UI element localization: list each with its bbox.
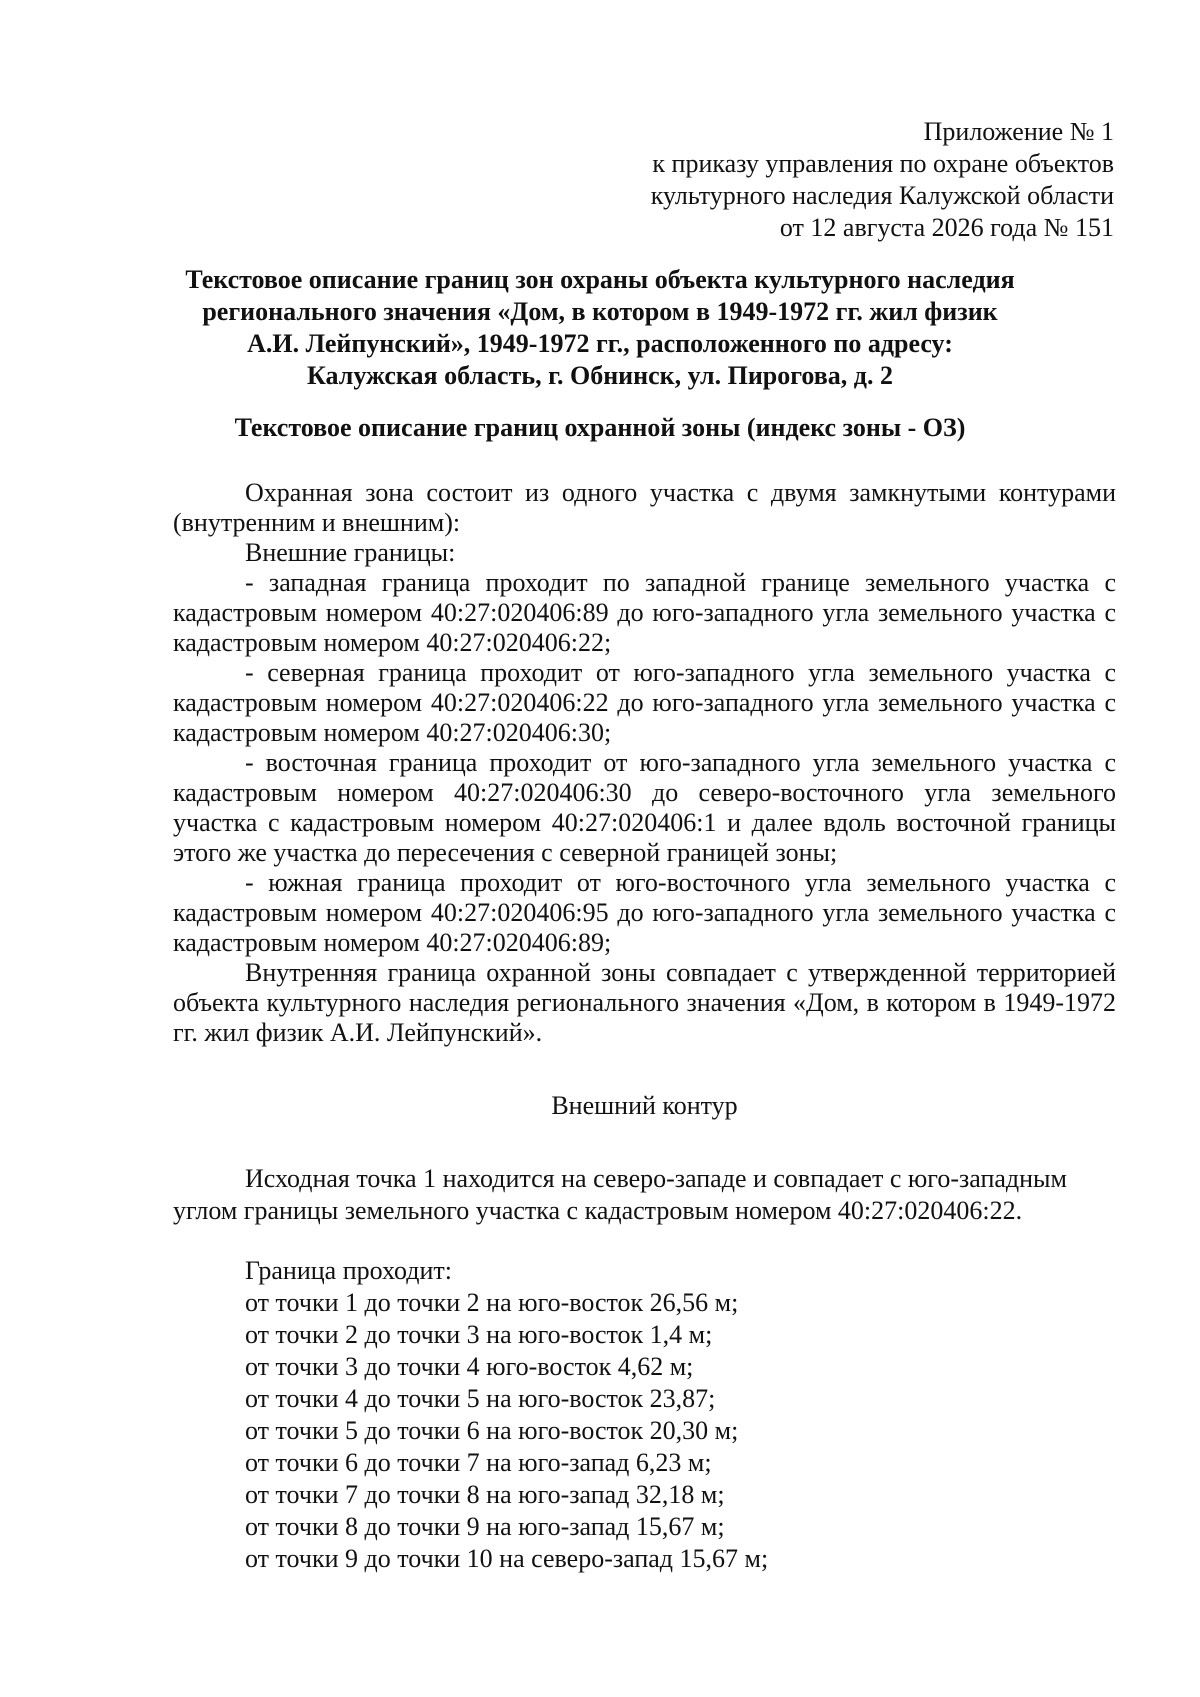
description-body (173, 478, 1116, 1048)
paragraph: - северная граница проходит от юго-западного угла земельного участка с кадастровым номером 40:27:020406:22 до юго-западного угла земельного участка с кадастровым номером 40:27:020406:30; (173, 658, 1116, 747)
paragraph: Охранная зона состоит из одного участка с двумя замкнутыми контурами (внутренним и внешним): (173, 478, 1116, 537)
route-step: от точки 9 до точки 10 на северо-запад 15,67 м; (245, 1544, 769, 1573)
appendix-line: культурного наследия Калужской области (650, 181, 1114, 210)
title-line: А.И. Лейпунский», 1949-1972 гг., расположенного по адресу: (247, 329, 953, 358)
appendix-line: от 12 августа 2026 года № 151 (779, 213, 1114, 242)
route-step: от точки 6 до точки 7 на юго-запад 6,23 м; (245, 1448, 712, 1477)
appendix-line: к приказу управления по охране объектов (652, 149, 1114, 178)
boundary-route (245, 1255, 768, 1575)
route-step: от точки 7 до точки 8 на юго-запад 32,18 м; (245, 1480, 725, 1509)
paragraph: - восточная граница проходит от юго-западного угла земельного участка с кадастровым номером 40:27:020406:30 до северо-восточного угла земельного участка с кадастровым номером 40:27:020406:1 и далее вдоль восточной границы этого же участка до пересечения с северной границей зоны; (173, 748, 1116, 867)
appendix-line: Приложение № 1 (923, 117, 1114, 146)
origin-line: Исходная точка 1 находится на северо-западе и совпадает с юго-западным (245, 1164, 1067, 1193)
route-step: от точки 2 до точки 3 на юго-восток 1,4 м; (245, 1320, 713, 1349)
section-title: Текстовое описание границ охранной зоны (индекс зоны - ОЗ) (234, 413, 966, 442)
paragraph: Внутренняя граница охранной зоны совпадает с утвержденной территорией объекта культурного наследия регионального значения «Дом, в котором в 1949-1972 гг. жил физик А.И. Лейпунский». (173, 958, 1116, 1047)
route-intro: Граница проходит: (245, 1256, 452, 1285)
route-step: от точки 8 до точки 9 на юго-запад 15,67 м; (245, 1512, 725, 1541)
route-step: от точки 1 до точки 2 на юго-восток 26,56 м; (245, 1288, 739, 1317)
title-line: Калужская область, г. Обнинск, ул. Пирогова, д. 2 (307, 361, 893, 390)
origin-line: углом границы земельного участка с кадастровым номером 40:27:020406:22. (173, 1196, 1023, 1225)
title-line: Текстовое описание границ зон охраны объекта культурного наследия (185, 265, 1015, 294)
route-step: от точки 4 до точки 5 на юго-восток 23,87; (245, 1384, 716, 1413)
paragraph: - западная граница проходит по западной границе земельного участка с кадастровым номером 40:27:020406:89 до юго-западного угла земельного участка с кадастровым номером 40:27:020406:22; (173, 568, 1116, 657)
title-line: регионального значения «Дом, в котором в 1949-1972 гг. жил физик (202, 297, 998, 326)
route-step: от точки 5 до точки 6 на юго-восток 20,30 м; (245, 1416, 739, 1445)
document-title (170, 264, 1030, 392)
contour-heading: Внешний контур (551, 1091, 738, 1120)
paragraph: - южная граница проходит от юго-восточного угла земельного участка с кадастровым номером 40:27:020406:95 до юго-западного угла земельного участка с кадастровым номером 40:27:020406:89; (173, 868, 1116, 957)
origin-point-description (173, 1163, 1116, 1227)
paragraph: Внешние границы: (245, 538, 456, 567)
appendix-header (651, 116, 1114, 244)
route-step: от точки 3 до точки 4 юго-восток 4,62 м; (245, 1352, 694, 1381)
